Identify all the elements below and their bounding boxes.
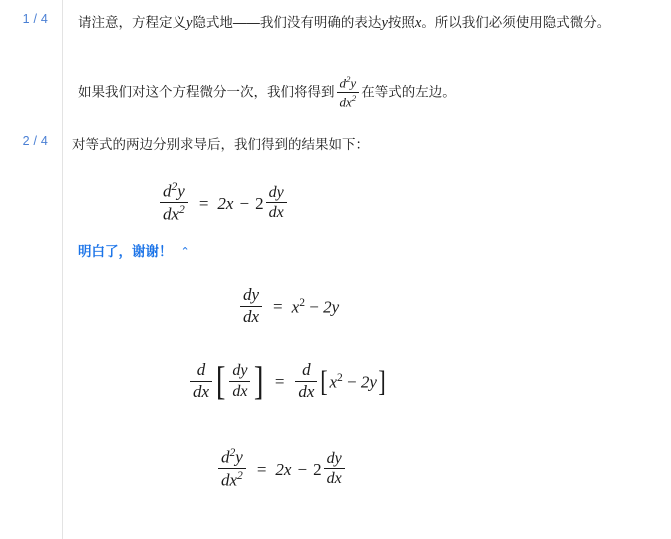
equation-4-lhs-fraction [218,447,246,491]
page-number-gutter [0,0,62,539]
fraction-denominator: $dx^2$ [163,203,185,224]
equation-3-rhs-bracket-close: ] [378,364,386,398]
equation-3-lhs-inner-fraction [229,362,250,400]
chevron-up-icon[interactable]: ⌃ [180,245,190,258]
paragraph-1-part-d: 。所以我们必须使用隐式微分。 [421,15,611,30]
inline-var-y-2: y [381,15,388,31]
fraction-numerator: $d^2y$ [218,447,246,469]
equation-2-relation: = [273,297,283,317]
equation-2-lhs-fraction [240,286,262,326]
fraction-denominator: dx [193,381,210,401]
paragraph-implicit-note [78,10,654,36]
fraction-numerator: dy [240,286,262,307]
document-content [72,0,671,539]
equation-4-rhs-fraction [324,450,345,488]
paragraph-2-part-a: 如果我们对这个方程微分一次，我们将得到 [78,84,335,100]
equation-4-term-2x: 2x [275,459,292,479]
fraction-denominator: dx [326,470,342,488]
paragraph-1-part-b: 隐式地——我们没有明确的表达 [192,15,382,30]
paragraph-1-part-a: 请注意，方程定义 [78,15,186,30]
fraction-numerator: dy [266,184,287,204]
fraction-denominator: dx [298,381,315,401]
fraction-denominator: dx [232,382,248,400]
equation-3 [188,358,387,404]
equation-3-lhs-bracket-open: [ [215,358,226,404]
equation-1-rhs-fraction [266,184,287,222]
page-number-1[interactable]: 1 / 4 [22,12,48,26]
fraction-denominator: dx [243,306,260,326]
inline-fraction-d2y-dx2 [337,75,360,109]
equation-3-rhs-operator-fraction [295,361,317,401]
equation-3-lhs-operator-fraction [190,361,212,401]
fraction-numerator: dy [229,362,250,382]
gutter-divider [62,0,63,539]
equation-3-relation: = [274,372,285,392]
equation-3-lhs-bracket-close: ] [254,358,264,404]
equation-3-rhs-bracket-open: [ [320,364,329,398]
equation-1-term-2x: 2x [217,193,234,213]
equation-4-coefficient: 2 [313,459,322,479]
fraction-numerator: dy [324,450,345,470]
equation-4-operator: − [297,459,308,479]
acknowledgement-button[interactable] [78,240,190,260]
paragraph-2-part-b: 在等式的左边。 [361,84,456,100]
paragraph-result-intro: 对等式的两边分别求导后，我们得到的结果如下： [72,137,369,152]
fraction-denominator: $dx^2$ [221,469,243,490]
fraction-numerator: d [295,361,317,382]
paragraph-second-derivative-note [78,76,654,110]
equation-3-rhs-inner: $x^2 - 2y$ [329,371,377,393]
equation-4 [216,448,347,492]
equation-2-rhs: $x^2 - 2y$ [291,296,340,318]
acknowledgement-label: 明白了，谢谢！ [78,244,173,259]
fraction-denominator: dx [268,204,284,222]
fraction-numerator: $d^2y$ [337,75,360,93]
inline-var-x: x [414,15,422,31]
equation-1-operator: − [239,193,250,213]
fraction-numerator: d [190,361,212,382]
equation-1-coefficient: 2 [255,193,264,213]
equation-2 [238,287,339,327]
equation-1-lhs-fraction [160,181,188,225]
paragraph-1-part-c: 按照 [387,15,415,30]
equation-1-relation: = [198,193,209,213]
fraction-denominator: $dx^2$ [339,92,357,109]
fraction-numerator: $d^2y$ [160,181,188,203]
equation-4-relation: = [256,459,267,479]
page-number-2[interactable]: 2 / 4 [22,134,48,148]
equation-1 [158,182,289,226]
inline-var-y-1: y [186,15,193,31]
